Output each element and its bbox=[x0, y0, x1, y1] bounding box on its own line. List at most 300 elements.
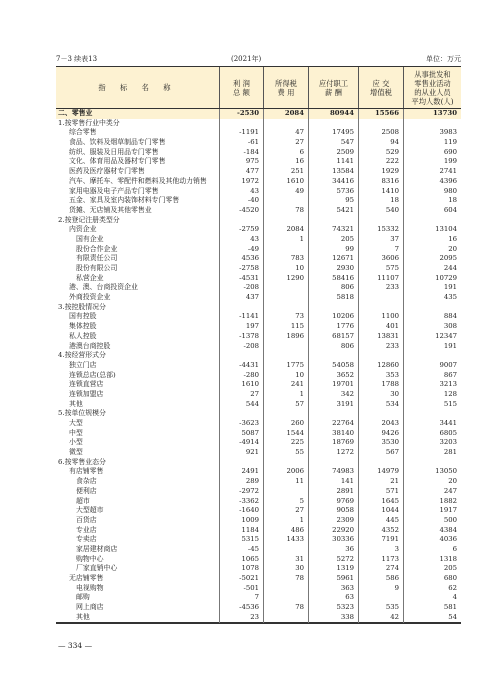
row-value-col-5: 13050 bbox=[435, 467, 457, 476]
row-value-col-1: 437 bbox=[245, 293, 259, 302]
row-value-col-4: 3 bbox=[394, 544, 399, 553]
row-value-col-1: 1972 bbox=[241, 176, 259, 185]
row-value-col-5: 199 bbox=[443, 157, 457, 166]
table-body bbox=[56, 109, 461, 622]
row-value-col-3: 1272 bbox=[336, 448, 354, 457]
row-value-col-4: 1044 bbox=[381, 506, 399, 515]
row-value-col-3: 141 bbox=[340, 477, 354, 486]
table-row bbox=[56, 419, 461, 429]
row-value-col-3: 9058 bbox=[336, 506, 354, 515]
row-value-col-1: -3362 bbox=[239, 496, 259, 505]
row-value-col-1: 1009 bbox=[241, 515, 259, 524]
row-value-col-1: -61 bbox=[247, 138, 259, 147]
row-value-col-4: 1929 bbox=[381, 167, 399, 176]
column-rule bbox=[358, 109, 359, 623]
row-label: 专卖店 bbox=[76, 535, 97, 544]
row-value-col-5: 500 bbox=[443, 515, 457, 524]
row-value-col-1: -4431 bbox=[239, 360, 259, 369]
table-row bbox=[56, 167, 461, 177]
row-value-col-4: 14979 bbox=[377, 467, 399, 476]
row-label: 小型 bbox=[69, 438, 83, 447]
row-value-col-3: 2891 bbox=[336, 486, 354, 495]
row-value-col-2: 1775 bbox=[286, 360, 304, 369]
row-value-col-5: 191 bbox=[443, 341, 457, 350]
row-label: 4.按经营形式分 bbox=[58, 351, 106, 360]
row-value-col-5: 690 bbox=[443, 147, 457, 156]
row-value-col-4: 567 bbox=[385, 448, 399, 457]
row-value-col-3: 5736 bbox=[336, 186, 354, 195]
row-label: 医药及医疗器材专门零售 bbox=[69, 167, 145, 176]
row-label: 私营企业 bbox=[76, 273, 104, 282]
row-label: 汽车、摩托车、零配件和燃料及其他动力销售 bbox=[69, 176, 207, 185]
row-value-col-1: 2491 bbox=[241, 467, 259, 476]
row-value-col-2: 783 bbox=[290, 254, 304, 263]
row-value-col-4: 401 bbox=[385, 322, 399, 331]
row-label: 其他 bbox=[69, 399, 83, 408]
row-value-col-4: 540 bbox=[385, 205, 399, 214]
table-year: (2021年) bbox=[231, 55, 262, 63]
row-label: 超市 bbox=[76, 496, 90, 505]
row-value-col-3: 99 bbox=[345, 244, 354, 253]
row-value-col-2: 73 bbox=[295, 312, 304, 321]
row-value-col-1: 1078 bbox=[241, 564, 259, 573]
table-row bbox=[56, 312, 461, 322]
row-value-col-2: 1 bbox=[299, 389, 304, 398]
row-value-col-5: 6805 bbox=[439, 428, 457, 437]
row-value-col-4: 586 bbox=[385, 574, 399, 582]
row-value-col-5: 54 bbox=[448, 612, 457, 621]
row-label: 厂家直销中心 bbox=[76, 564, 118, 573]
row-label: 内资企业 bbox=[69, 225, 97, 234]
row-value-col-1: -2972 bbox=[239, 486, 259, 495]
row-value-col-5: 281 bbox=[443, 448, 457, 457]
row-value-col-5: 884 bbox=[443, 312, 457, 321]
row-value-col-5: 3203 bbox=[439, 438, 457, 447]
row-value-col-4: 21 bbox=[390, 477, 399, 486]
column-rule bbox=[403, 109, 404, 623]
row-value-col-4: 2043 bbox=[381, 419, 399, 427]
row-value-col-5: 980 bbox=[443, 186, 457, 195]
table-row bbox=[56, 283, 461, 293]
row-value-col-3: 5961 bbox=[336, 574, 354, 582]
row-value-col-5: 18 bbox=[448, 196, 457, 205]
row-label: 集体控股 bbox=[69, 322, 97, 331]
row-value-col-3: 12671 bbox=[332, 254, 354, 263]
row-label: 二、零售业 bbox=[58, 109, 93, 117]
table-unit: 单位：万元 bbox=[426, 55, 461, 63]
row-value-col-5: 4036 bbox=[439, 535, 457, 544]
row-value-col-3: 36 bbox=[345, 544, 354, 553]
table-row bbox=[56, 506, 461, 516]
row-value-col-4: 15332 bbox=[377, 225, 399, 234]
row-label: 购物中心 bbox=[76, 554, 104, 563]
row-value-col-5: 4 bbox=[452, 593, 457, 602]
row-value-col-5: 128 bbox=[443, 389, 457, 398]
row-value-col-3: 58416 bbox=[332, 273, 354, 282]
table-row bbox=[56, 293, 461, 303]
table-row bbox=[56, 458, 461, 468]
row-value-col-4: 7191 bbox=[381, 535, 399, 544]
row-value-col-5: 680 bbox=[443, 574, 457, 582]
table-row bbox=[56, 516, 461, 526]
row-value-col-1: -5021 bbox=[239, 574, 259, 582]
row-label: 独立门店 bbox=[69, 360, 97, 369]
table-row bbox=[56, 128, 461, 138]
row-value-col-3: 74983 bbox=[332, 467, 354, 476]
row-value-col-2: 27 bbox=[295, 506, 304, 515]
table-topbar bbox=[56, 54, 461, 65]
row-value-col-5: 119 bbox=[443, 138, 457, 147]
row-value-col-3: 30336 bbox=[332, 535, 354, 544]
table-row bbox=[56, 177, 461, 187]
row-value-col-4: 3530 bbox=[381, 438, 399, 447]
row-value-col-5: 3213 bbox=[439, 380, 457, 389]
row-value-col-2: 5 bbox=[299, 496, 304, 505]
row-value-col-1: -1141 bbox=[239, 312, 259, 321]
row-value-col-4: 11107 bbox=[377, 273, 399, 282]
row-value-col-4: 1410 bbox=[381, 186, 399, 195]
row-value-col-3: 1319 bbox=[336, 564, 354, 573]
column-rule bbox=[219, 109, 220, 623]
row-value-col-1: -501 bbox=[243, 583, 259, 592]
row-value-col-5: 247 bbox=[443, 486, 457, 495]
row-value-col-3: 17495 bbox=[332, 128, 354, 137]
row-label: 其他 bbox=[76, 612, 90, 621]
row-value-col-4: 529 bbox=[385, 147, 399, 156]
row-value-col-1: 27 bbox=[250, 389, 259, 398]
row-label: 食杂店 bbox=[76, 477, 97, 486]
row-value-col-3: 5272 bbox=[336, 554, 354, 563]
row-value-col-4: 94 bbox=[390, 138, 399, 147]
row-value-col-5: 1882 bbox=[439, 496, 457, 505]
row-label: 综合零售 bbox=[69, 128, 97, 137]
row-value-col-1: -1640 bbox=[239, 506, 259, 515]
row-value-col-4: 12860 bbox=[377, 360, 399, 369]
row-value-col-1: 4536 bbox=[241, 254, 259, 263]
row-value-col-2: 78 bbox=[295, 603, 304, 612]
row-label: 便利店 bbox=[76, 486, 97, 495]
row-value-col-1: -3623 bbox=[239, 419, 259, 427]
row-label: 文化、体育用品及器材专门零售 bbox=[69, 157, 166, 166]
row-value-col-4: 37 bbox=[390, 234, 399, 243]
column-header-4: 应 交 增值税 bbox=[358, 67, 403, 108]
row-value-col-4: 1788 bbox=[381, 380, 399, 389]
row-value-col-1: 1065 bbox=[241, 554, 259, 563]
row-value-col-1: 289 bbox=[245, 477, 259, 486]
row-value-col-4: 7 bbox=[394, 244, 399, 253]
row-value-col-5: 10729 bbox=[435, 273, 457, 282]
row-label: 货摊、无店铺及其他零售业 bbox=[69, 205, 152, 214]
row-label: 国有控股 bbox=[69, 312, 97, 321]
row-value-col-2: 55 bbox=[295, 448, 304, 457]
table-row bbox=[56, 603, 461, 613]
row-value-col-5: 205 bbox=[443, 564, 457, 573]
row-value-col-1: 5087 bbox=[241, 428, 259, 437]
row-label: 五金、家具及室内装饰材料专门零售 bbox=[69, 196, 180, 205]
row-label: 纺织、服装及日用品专门零售 bbox=[69, 147, 159, 156]
row-label: 邮购 bbox=[76, 593, 90, 602]
row-label: 专业店 bbox=[76, 525, 97, 534]
row-value-col-2: 49 bbox=[295, 186, 304, 195]
row-value-col-2: 241 bbox=[290, 380, 304, 389]
table-row bbox=[56, 584, 461, 594]
row-value-col-5: 308 bbox=[443, 322, 457, 331]
row-value-col-5: 3983 bbox=[439, 128, 457, 137]
row-value-col-1: -1378 bbox=[239, 331, 259, 340]
table-row bbox=[56, 274, 461, 284]
row-value-col-2: 225 bbox=[290, 438, 304, 447]
table-row bbox=[56, 497, 461, 507]
row-value-col-1: -4536 bbox=[239, 603, 259, 612]
row-value-col-5: 13730 bbox=[433, 109, 457, 117]
table-row bbox=[56, 342, 461, 352]
column-header-1: 利 润 总 额 bbox=[219, 67, 263, 108]
table-row bbox=[56, 332, 461, 342]
table-row bbox=[56, 371, 461, 381]
table-row bbox=[56, 487, 461, 497]
row-value-col-3: 22764 bbox=[332, 419, 354, 427]
row-value-col-5: 16 bbox=[448, 234, 457, 243]
row-value-col-5: 20 bbox=[448, 244, 457, 253]
row-value-col-5: 6 bbox=[452, 544, 457, 553]
row-value-col-4: 3606 bbox=[381, 254, 399, 263]
table-row bbox=[56, 526, 461, 536]
row-value-col-2: 78 bbox=[295, 574, 304, 582]
row-value-col-4: 15566 bbox=[375, 109, 399, 117]
row-value-col-3: 806 bbox=[340, 283, 354, 292]
table-row bbox=[56, 216, 461, 226]
row-value-col-3: 22920 bbox=[332, 525, 354, 534]
table-row bbox=[56, 593, 461, 603]
row-value-col-5: 3441 bbox=[439, 419, 457, 427]
row-value-col-2: 57 bbox=[295, 399, 304, 408]
row-value-col-1: -208 bbox=[243, 341, 259, 350]
page-number: — 334 — bbox=[58, 641, 93, 650]
row-value-col-5: 435 bbox=[443, 293, 457, 302]
table-row bbox=[56, 303, 461, 313]
row-value-col-5: 1318 bbox=[439, 554, 457, 563]
row-value-col-1: 1184 bbox=[241, 525, 259, 534]
row-value-col-1: -4531 bbox=[239, 273, 259, 282]
row-value-col-2: 1610 bbox=[286, 176, 304, 185]
row-value-col-1: -49 bbox=[247, 244, 259, 253]
statistical-table-page bbox=[56, 54, 461, 624]
row-value-col-4: 233 bbox=[385, 341, 399, 350]
row-value-col-4: 8316 bbox=[381, 176, 399, 185]
row-value-col-1: 43 bbox=[250, 234, 259, 243]
row-value-col-4: 13831 bbox=[377, 331, 399, 340]
table-row bbox=[56, 196, 461, 206]
row-value-col-1: 921 bbox=[245, 448, 259, 457]
row-value-col-1: 43 bbox=[250, 186, 259, 195]
table-row bbox=[56, 235, 461, 245]
row-value-col-2: 1896 bbox=[286, 331, 304, 340]
table-row bbox=[56, 322, 461, 332]
table-row bbox=[56, 477, 461, 487]
row-value-col-2: 115 bbox=[290, 322, 304, 331]
row-value-col-1: 5315 bbox=[241, 535, 259, 544]
row-label: 连锁加盟店 bbox=[69, 389, 104, 398]
table-row bbox=[56, 380, 461, 390]
row-value-col-5: 515 bbox=[443, 399, 457, 408]
row-label: 5.按单位规模分 bbox=[58, 409, 106, 418]
row-label: 股份合作企业 bbox=[76, 244, 118, 253]
row-value-col-5: 13104 bbox=[435, 225, 457, 234]
row-value-col-3: 5818 bbox=[336, 293, 354, 302]
row-label: 港、澳、台商投资企业 bbox=[69, 283, 138, 292]
table-row bbox=[56, 613, 461, 623]
row-value-col-2: 1 bbox=[299, 234, 304, 243]
row-label: 微型 bbox=[69, 448, 83, 457]
table-row bbox=[56, 448, 461, 458]
row-value-col-4: 42 bbox=[390, 612, 399, 621]
row-value-col-3: 74321 bbox=[332, 225, 354, 234]
row-value-col-3: 18769 bbox=[332, 438, 354, 447]
row-value-col-3: 205 bbox=[340, 234, 354, 243]
row-value-col-1: -2758 bbox=[239, 264, 259, 272]
row-value-col-4: 575 bbox=[385, 264, 399, 272]
row-value-col-5: 581 bbox=[443, 603, 457, 612]
row-value-col-1: 23 bbox=[250, 612, 259, 621]
row-value-col-4: 534 bbox=[385, 399, 399, 408]
row-label: 家用电器及电子产品专门零售 bbox=[69, 186, 159, 195]
row-value-col-4: 233 bbox=[385, 283, 399, 292]
row-value-col-2: 47 bbox=[295, 128, 304, 137]
table-row bbox=[56, 206, 461, 216]
row-value-col-3: 13584 bbox=[332, 167, 354, 176]
row-value-col-5: 62 bbox=[448, 583, 457, 592]
row-value-col-3: 34416 bbox=[332, 176, 354, 185]
row-value-col-1: 544 bbox=[245, 399, 259, 408]
row-value-col-4: 1100 bbox=[381, 312, 399, 321]
row-label: 大型 bbox=[69, 419, 83, 427]
table-row bbox=[56, 119, 461, 129]
row-value-col-4: 1645 bbox=[381, 496, 399, 505]
row-label: 私人控股 bbox=[69, 331, 97, 340]
row-label: 大型超市 bbox=[76, 506, 104, 515]
table-row bbox=[56, 574, 461, 584]
row-value-col-4: 1173 bbox=[381, 554, 399, 563]
row-value-col-5: 604 bbox=[443, 205, 457, 214]
column-header-3: 应付职工 薪 酬 bbox=[308, 67, 358, 108]
row-value-col-4: 274 bbox=[385, 564, 399, 573]
row-value-col-4: 535 bbox=[385, 603, 399, 612]
row-value-col-4: 9426 bbox=[381, 428, 399, 437]
row-value-col-4: 9 bbox=[394, 583, 399, 592]
row-value-col-4: 2508 bbox=[381, 128, 399, 137]
table-row bbox=[56, 109, 461, 119]
row-value-col-1: -280 bbox=[243, 370, 259, 379]
row-value-col-4: 353 bbox=[385, 370, 399, 379]
row-value-col-4: 4352 bbox=[381, 525, 399, 534]
row-value-col-1: -4914 bbox=[239, 438, 259, 447]
table-row bbox=[56, 535, 461, 545]
row-label: 有限责任公司 bbox=[76, 254, 118, 263]
table-id: 7－3 续表13 bbox=[56, 55, 98, 63]
row-value-col-2: 16 bbox=[295, 157, 304, 166]
row-value-col-5: 2741 bbox=[439, 167, 457, 176]
row-value-col-3: 342 bbox=[340, 389, 354, 398]
row-value-col-1: 975 bbox=[245, 157, 259, 166]
table-row bbox=[56, 545, 461, 555]
row-value-col-1: -45 bbox=[247, 544, 259, 553]
row-label: 6.按零售业态分 bbox=[58, 457, 106, 466]
row-value-col-4: 445 bbox=[385, 515, 399, 524]
table-row bbox=[56, 390, 461, 400]
row-value-col-5: 4384 bbox=[439, 525, 457, 534]
row-value-col-5: 4396 bbox=[439, 176, 457, 185]
row-value-col-1: -1191 bbox=[239, 128, 259, 137]
row-value-col-4: 222 bbox=[385, 157, 399, 166]
row-value-col-5: 12347 bbox=[435, 331, 457, 340]
row-label: 股份有限公司 bbox=[76, 264, 118, 272]
row-value-col-3: 806 bbox=[340, 341, 354, 350]
row-value-col-3: 5421 bbox=[336, 205, 354, 214]
row-value-col-2: 2084 bbox=[286, 225, 304, 234]
row-value-col-2: 31 bbox=[295, 554, 304, 563]
row-value-col-2: 27 bbox=[295, 138, 304, 147]
row-label: 国有企业 bbox=[76, 234, 104, 243]
table-row bbox=[56, 429, 461, 439]
row-label: 百货店 bbox=[76, 515, 97, 524]
row-value-col-3: 338 bbox=[340, 612, 354, 621]
row-value-col-3: 38140 bbox=[332, 428, 354, 437]
row-value-col-2: 1290 bbox=[286, 273, 304, 282]
row-value-col-2: 78 bbox=[295, 205, 304, 214]
row-value-col-3: 63 bbox=[345, 593, 354, 602]
row-value-col-5: 9007 bbox=[439, 360, 457, 369]
row-value-col-2: 6 bbox=[299, 147, 304, 156]
row-label: 2.按登记注册类型分 bbox=[58, 215, 120, 224]
row-label: 1.按零售行业中类分 bbox=[58, 118, 120, 127]
table-row bbox=[56, 264, 461, 274]
row-value-col-3: 5323 bbox=[336, 603, 354, 612]
row-value-col-1: -4520 bbox=[239, 205, 259, 214]
row-value-col-3: 1776 bbox=[336, 322, 354, 331]
row-label: 家居建材商店 bbox=[76, 544, 118, 553]
table-row bbox=[56, 187, 461, 197]
row-value-col-1: -40 bbox=[247, 196, 259, 205]
row-label: 3.按控股情况分 bbox=[58, 302, 106, 311]
row-label: 食品、饮料及烟草制品专门零售 bbox=[69, 138, 166, 147]
table-row bbox=[56, 438, 461, 448]
row-label: 外商投资企业 bbox=[69, 293, 111, 302]
table-row bbox=[56, 409, 461, 419]
table-row bbox=[56, 157, 461, 167]
row-value-col-1: -2759 bbox=[239, 225, 259, 234]
column-rule bbox=[308, 109, 309, 623]
column-header-2: 所得税 费 用 bbox=[263, 67, 308, 108]
table-row bbox=[56, 245, 461, 255]
row-value-col-3: 1141 bbox=[336, 157, 354, 166]
row-value-col-3: 54058 bbox=[332, 360, 354, 369]
row-value-col-3: 68157 bbox=[332, 331, 354, 340]
column-header-5: 从事批发和 零售业活动 的从业人员 平均人数(人) bbox=[403, 67, 461, 108]
table-row bbox=[56, 555, 461, 565]
table-row bbox=[56, 351, 461, 361]
row-value-col-3: 547 bbox=[340, 138, 354, 147]
row-value-col-4: 30 bbox=[390, 389, 399, 398]
column-header-0: 指 标 名 称 bbox=[98, 83, 177, 92]
row-value-col-2: 1 bbox=[299, 515, 304, 524]
row-value-col-2: 11 bbox=[295, 477, 304, 486]
table-row bbox=[56, 564, 461, 574]
row-value-col-2: 10 bbox=[295, 264, 304, 272]
row-value-col-1: 197 bbox=[245, 322, 259, 331]
row-label: 港澳台商控股 bbox=[69, 341, 111, 350]
table-row bbox=[56, 138, 461, 148]
row-value-col-4: 18 bbox=[390, 196, 399, 205]
